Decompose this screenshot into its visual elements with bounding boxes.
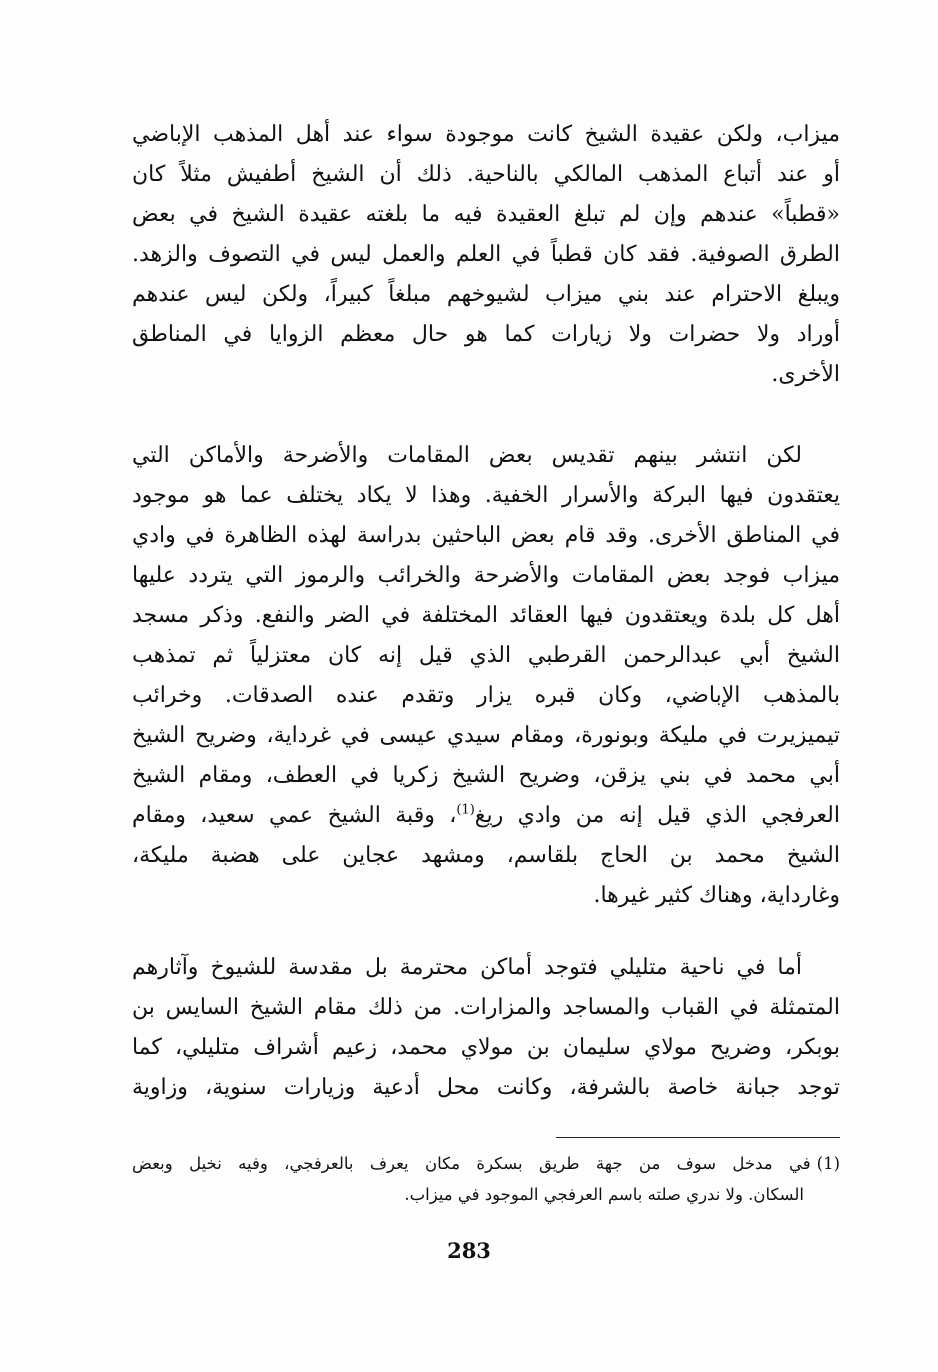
footnote-text: في مدخل سوف من جهة طريق بسكرة مكان يعرف بالعرفجي، وفيه نخيل وبعض [132,1154,811,1173]
footnote-line: السكان. ولا ندري صلته باسم العرفجي الموجود في ميزاب. [404,1185,804,1204]
text-line: بالمذهب الإباضي، وكان قبره يزار وتقدم عنده الصدقات. وخرائب [132,683,840,708]
line-text-after-note: ، وقبة الشيخ عمي سعيد، ومقام [132,803,457,828]
line-text-before-note: العرفجي الذي قيل إنه من وادي ريغ [474,803,840,828]
paragraph-2 [132,436,840,916]
text-line: أوراد ولا حضرات ولا زيارات كما هو حال معظم الزوايا في المناطق [132,322,840,347]
text-line: توجد جبانة خاصة بالشرفة، وكانت محل أدعية وزيارات سنوية، وزاوية [132,1075,840,1100]
text-line: الشيخ محمد بن الحاج بلقاسم، ومشهد عجاين على هضبة مليكة، [132,843,840,868]
text-line: لكن انتشر بينهم تقديس بعض المقامات والأضرحة والأماكن التي [132,443,802,468]
text-line: أهل كل بلدة ويعتقدون فيها العقائد المختلفة في الضر والنفع. وذكر مسجد [132,603,840,628]
footnote [132,1148,840,1210]
text-line-with-note [132,796,840,836]
footnote-line [132,1148,840,1179]
text-line: أو عند أتباع المذهب المالكي بالناحية. ذلك أن الشيخ أطفيش مثلاً كان [132,162,840,187]
text-line: وغارداية، وهناك كثير غيرها. [593,883,840,908]
footnote-divider [556,1137,840,1138]
text-line: ويبلغ الاحترام عند بني ميزاب لشيوخهم مبلغاً كبيراً، ولكن ليس عندهم [132,282,840,307]
footnote-reference[interactable]: (1) [456,802,475,818]
footnote-marker: (1) [816,1154,840,1173]
text-line: بوبكر، وضريح مولاي سليمان بن مولاي محمد، زعيم أشراف متليلي، كما [132,1035,840,1060]
text-line: «قطباً» عندهم وإن لم تبلغ العقيدة فيه ما بلغته عقيدة الشيخ في بعض [132,202,840,227]
paragraph-1 [132,115,840,395]
text-line: الطرق الصوفية. فقد كان قطباً في العلم والعمل ليس في التصوف والزهد. [132,242,840,267]
text-line: أما في ناحية متليلي فتوجد أماكن محترمة بل مقدسة للشيوخ وآثارهم [132,955,802,980]
text-line: أبي محمد في بني يزقن، وضريح الشيخ زكريا في العطف، ومقام الشيخ [132,763,840,788]
paragraph-3 [132,948,840,1108]
text-line: الأخرى. [771,362,840,387]
page-number: 283 [447,1238,491,1263]
text-line: ميزاب، ولكن عقيدة الشيخ كانت موجودة سواء عند أهل المذهب الإباضي [132,122,840,147]
text-line: ميزاب فوجد بعض المقامات والأضرحة والخرائب والرموز التي يتردد عليها [132,563,840,588]
text-line: يعتقدون فيها البركة والأسرار الخفية. وهذا لا يكاد يختلف عما هو موجود [132,483,840,508]
text-line: تيميزيرت في مليكة وبونورة، ومقام سيدي عيسى في غرداية، وضريح الشيخ [132,723,840,748]
text-line: الشيخ أبي عبدالرحمن القرطبي الذي قيل إنه كان معتزلياً ثم تمذهب [132,643,840,668]
text-line: المتمثلة في القباب والمساجد والمزارات. من ذلك مقام الشيخ السايس بن [132,995,840,1020]
text-line: في المناطق الأخرى. وقد قام بعض الباحثين بدراسة لهذه الظاهرة في وادي [132,523,840,548]
